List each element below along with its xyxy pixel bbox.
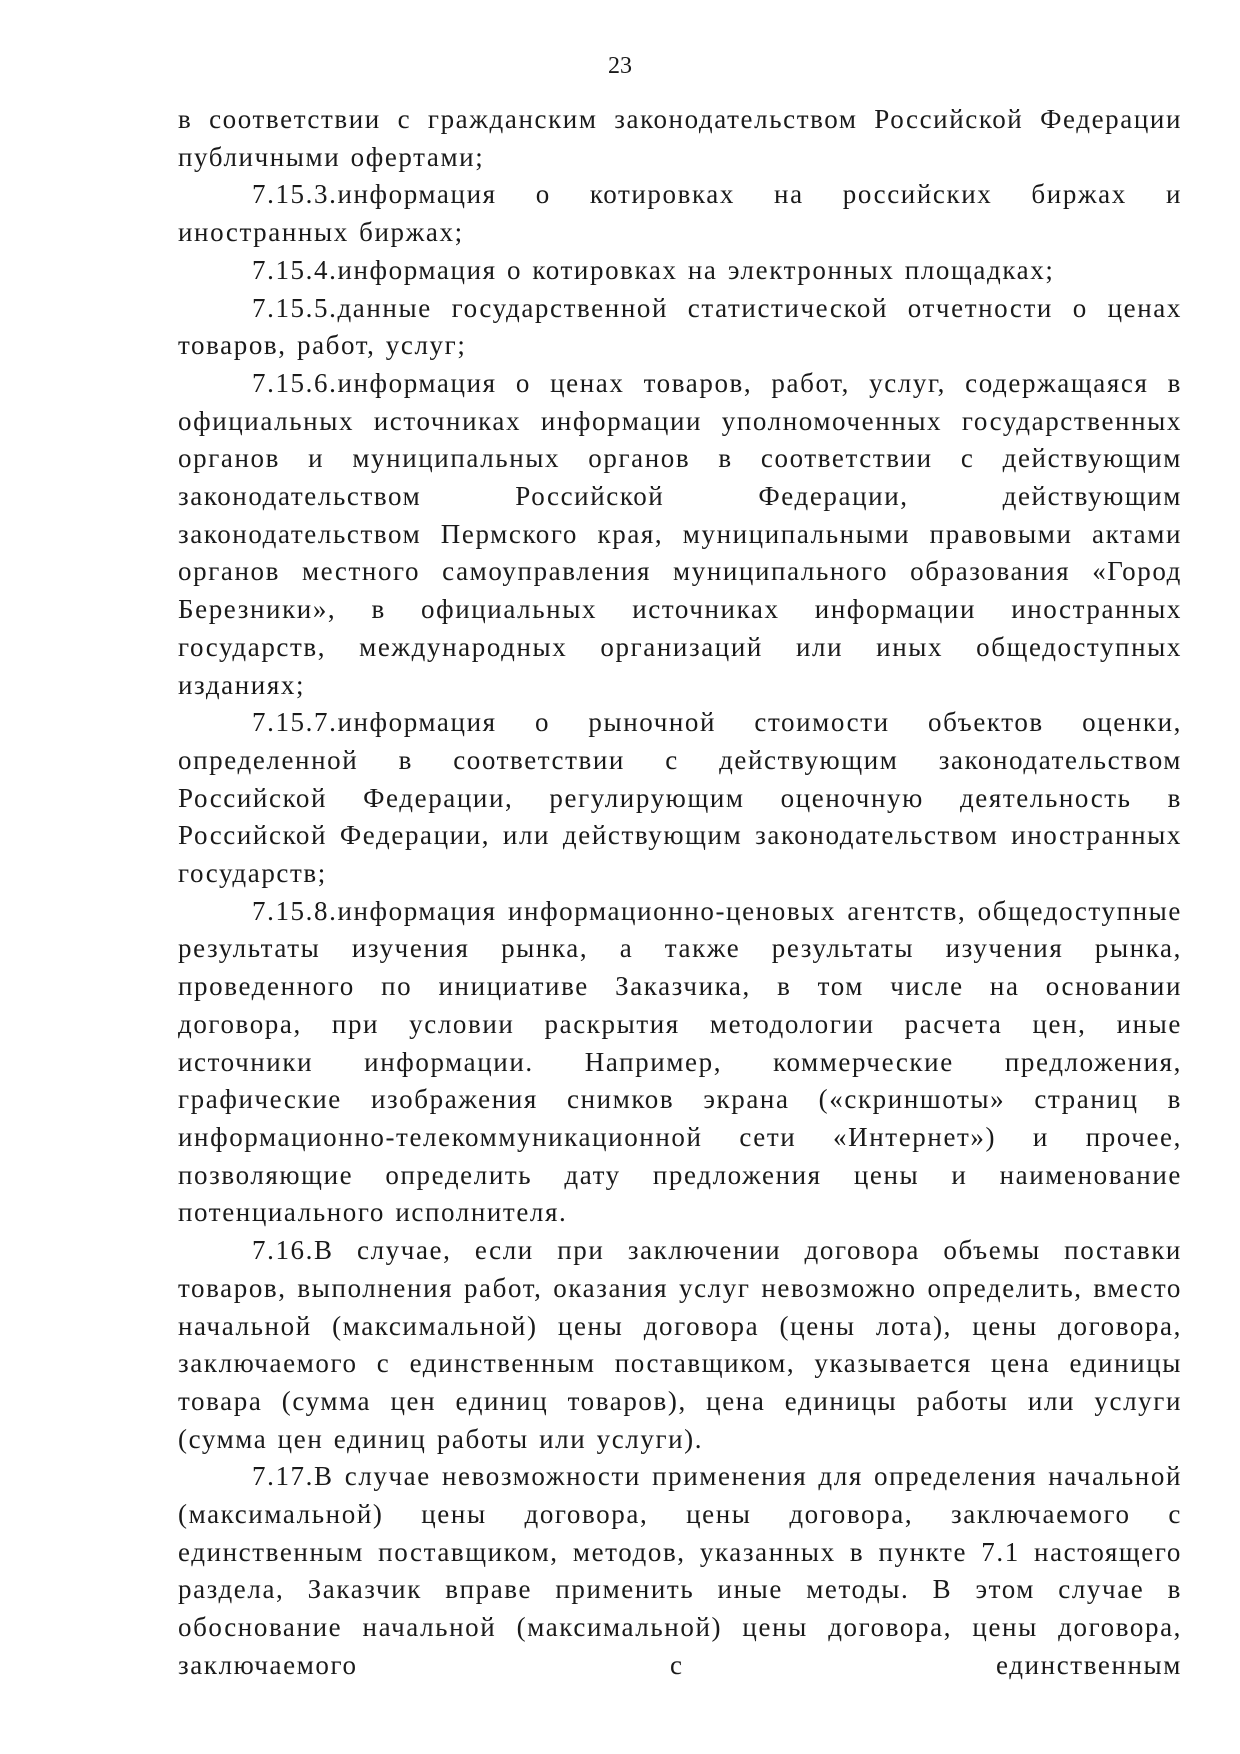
paragraph-7-16: 7.16.В случае, если при заключении договора объемы поставки товаров, выполнения работ, оказания услуг невозможно определить, вместо начальной (максимальной) цены договора (цены лота), цены договора, заключаемого с единственным поставщиком, указывается цена единицы товара (сумма цен единиц товаров), цена единицы работы или услуги (сумма цен единиц работы или услуги). [178,1235,1182,1454]
paragraph-continuation: в соответствии с гражданским законодательством Российской Федерации публичными офертами; [178,104,1182,172]
paragraph-7-15-8: 7.15.8.информация информационно-ценовых агентств, общедоступные результаты изучения рынка, а также результаты изучения рынка, проведенного по инициативе Заказчика, в том числе на основании договора, при условии раскрытия методологии расчета цен, иные источники информации. Например, коммерческие предложения, графические изображения снимков экрана («скриншоты» страниц в информационно-телекоммуникационной сети «Интернет») и прочее, позволяющие определить дату предложения цены и наименование потенциального исполнителя. [178,895,1182,1228]
paragraph-7-15-6: 7.15.6.информация о ценах товаров, работ, услуг, содержащаяся в официальных источниках информации уполномоченных государственных органов и муниципальных органов в соответствии с действующим законодательством Российской Федерации, действующим законодательством Пермского края, муниципальными правовыми актами органов местного самоуправления муниципального образования «Город Березники», в официальных источниках информации иностранных государств, международных организаций или иных общедоступных изданиях; [178,367,1182,700]
paragraph-7-17: 7.17.В случае невозможности применения для определения начальной (максимальной) цены договора, цены договора, заключаемого с единственным поставщиком, методов, указанных в пункте 7.1 настоящего раздела, Заказчик вправе применить иные методы. В этом случае в обоснование начальной (максимальной) цены договора, цены договора, заключаемого с единственным [178,1461,1182,1680]
paragraph-7-15-7: 7.15.7.информация о рыночной стоимости объектов оценки, определенной в соответствии с действующим законодательством Российской Федерации, регулирующим оценочную деятельность в Российской Федерации, или действующим законодательством иностранных государств; [178,707,1182,889]
page-number: 23 [608,53,632,79]
paragraph-7-15-4: 7.15.4.информация о котировках на электронных площадках; [252,254,1055,285]
paragraph-7-15-5: 7.15.5.данные государственной статистической отчетности о ценах товаров, работ, услуг; [178,292,1182,361]
paragraph-7-15-3: 7.15.3.информация о котировках на российских биржах и иностранных биржах; [178,179,1182,248]
document-body [178,101,1182,1685]
